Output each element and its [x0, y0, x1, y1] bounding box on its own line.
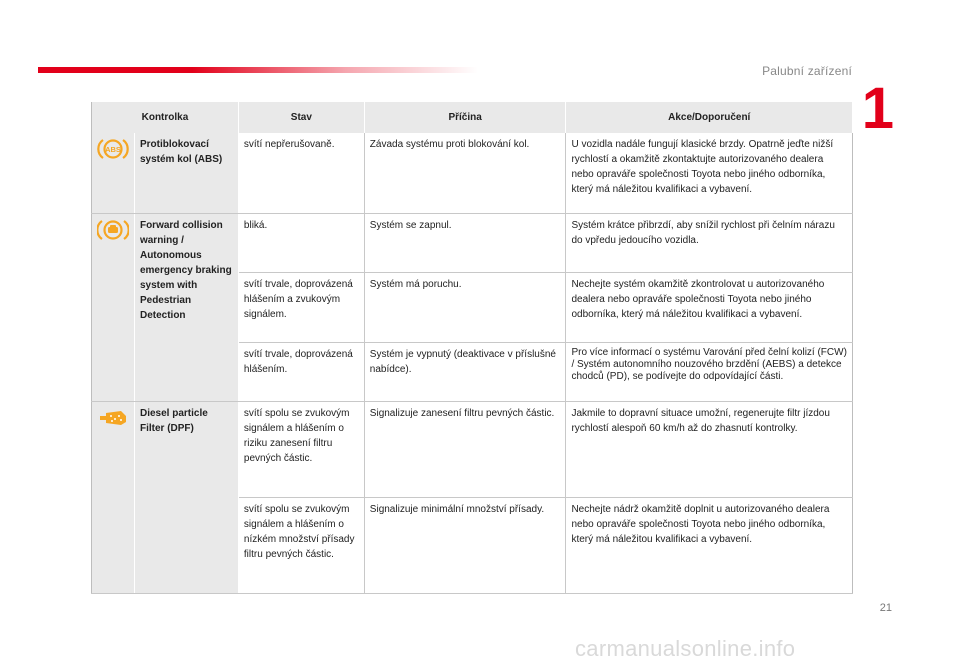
indicator-icon-cell: [92, 401, 135, 593]
page-number: 21: [879, 602, 892, 614]
pricina-cell: Systém je vypnutý (deaktivace v příslušné nabídce).: [364, 342, 566, 401]
pricina-cell: Systém má poruchu.: [364, 272, 566, 342]
akce-cell: Pro více informací o systému Varování před čelní kolizí (FCW) / Systém autonomního nouzového brzdění (AEBS) a detekce chodců (PD), se podívejte do odpovídající části.: [566, 342, 853, 401]
indicator-label: Forward collision warning / Autonomous emergency braking system with Pedestrian Detection: [134, 213, 238, 401]
collision-warning-icon: [97, 218, 129, 242]
watermark: carmanualsonline.info: [575, 636, 796, 661]
column-header-pricina: Příčina: [364, 102, 566, 133]
table-header-row: [92, 102, 853, 133]
column-header-akce: Akce/Doporučení: [566, 102, 853, 133]
table-row: [92, 213, 853, 272]
pricina-cell: Signalizuje zanesení filtru pevných částic.: [364, 401, 566, 497]
indicator-icon-cell: [92, 133, 135, 213]
abs-warning-icon: [97, 137, 129, 161]
column-header-stav: Stav: [238, 102, 364, 133]
table-row: [92, 133, 853, 213]
akce-cell: Nechejte systém okamžitě zkontrolovat u autorizovaného dealera nebo opraváře společnosti Toyota nebo jiného odborníka, který má náležitou kvalifikaci a vybavení.: [566, 272, 853, 342]
indicator-icon-cell: [92, 213, 135, 401]
stav-cell: bliká.: [238, 213, 364, 272]
pricina-cell: Signalizuje minimální množství přísady.: [364, 497, 566, 593]
akce-cell: Jakmile to dopravní situace umožní, regenerujte filtr jízdou rychlostí alespoň 60 km/h až do zhasnutí kontrolky.: [566, 401, 853, 497]
pricina-cell: Závada systému proti blokování kol.: [364, 133, 566, 213]
indicator-label: Diesel particle Filter (DPF): [134, 401, 238, 593]
header-accent-bar: [38, 67, 478, 73]
stav-cell: svítí nepřerušovaně.: [238, 133, 364, 213]
akce-cell: Nechejte nádrž okamžitě doplnit u autorizovaného dealera nebo opraváře společnosti Toyota nebo jiného odborníka, který má náležitou kvalifikaci a vybavení.: [566, 497, 853, 593]
warning-lights-table: [91, 102, 853, 594]
pricina-cell: Systém se zapnul.: [364, 213, 566, 272]
akce-cell: U vozidla nadále fungují klasické brzdy. Opatrně jeďte nižší rychlostí a okamžitě zkontaktujte autorizovaného dealera nebo opraváře společnosti Toyota nebo jiného odborníka, který má náležitou kvalifikaci a vybavení.: [566, 133, 853, 213]
stav-cell: svítí trvale, doprovázená hlášením a zvukovým signálem.: [238, 272, 364, 342]
svg-text:ABS: ABS: [105, 145, 121, 154]
stav-cell: svítí trvale, doprovázená hlášením.: [238, 342, 364, 401]
column-header-kontrolka: Kontrolka: [92, 102, 239, 133]
table-row: [92, 401, 853, 497]
chapter-number: 1: [861, 76, 894, 141]
stav-cell: svítí spolu se zvukovým signálem a hlášením o riziku zanesení filtru pevných částic.: [238, 401, 364, 497]
diesel-particle-filter-icon: [97, 406, 129, 430]
stav-cell: svítí spolu se zvukovým signálem a hlášením o nízkém množství přísady filtru pevných částic.: [238, 497, 364, 593]
akce-cell: Systém krátce přibrzdí, aby snížil rychlost při čelním nárazu do vpředu jedoucího vozidla.: [566, 213, 853, 272]
indicator-label: Protiblokovací systém kol (ABS): [134, 133, 238, 213]
section-title: Palubní zařízení: [762, 64, 852, 78]
